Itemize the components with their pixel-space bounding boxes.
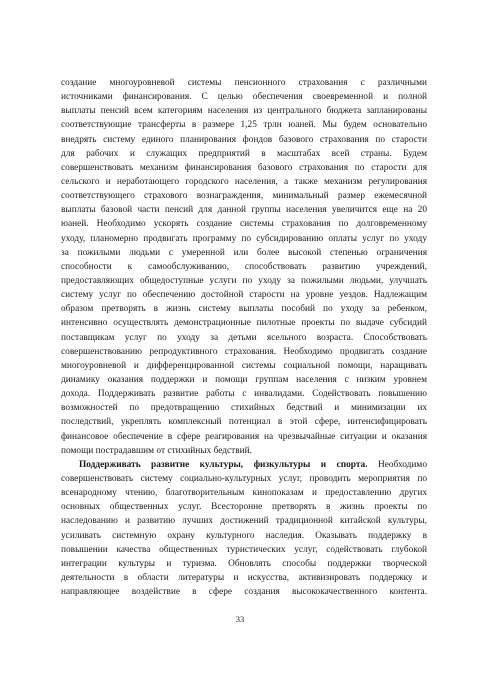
paragraph-heading: Поддерживать развитие культуры, физкультуры и спорта. xyxy=(79,459,368,470)
text-line: деятельности в области литературы и искусства, активизировать поддержку и xyxy=(61,572,427,583)
text-line: сельского и неработающего городского населения, а также механизм регулирования xyxy=(61,176,427,187)
text-line: выплаты базовой части пенсий для данной группы населения увеличится еще на 20 xyxy=(61,205,427,216)
text-line: последствий, укреплять комплексный потенциал в этой сфере, интенсифицировать xyxy=(61,417,427,428)
text-line: соответствующего страхового вознаграждения, минимальный размер ежемесячной xyxy=(61,191,427,202)
paragraph-social-security xyxy=(61,76,427,458)
text-line: повышении качества общественных туристических услуг, содействовать глубокой xyxy=(61,544,427,555)
text-line: совершенствовать систему социально-культурных услуг, проводить мероприятия по xyxy=(61,473,427,484)
text-line: финансовое обеспечение в сфере реагирования на чрезвычайные ситуации и оказания xyxy=(61,431,427,442)
text-line: юаней. Необходимо ускорять создание системы страхования по долговременному xyxy=(61,219,427,230)
text-line: всенародному чтению, благотворительным кинопоказам и предоставлению других xyxy=(61,488,427,499)
text-line: направляющее воздействие в сфере создания высококачественного контента. xyxy=(61,587,427,598)
text-line: усиливать системную охрану культурного наследия. Оказывать поддержку в xyxy=(61,530,427,541)
text-line: выплаты пенсий всем категориям населения из центрального бюджета запланированы xyxy=(61,106,427,117)
text-line: предоставляющих общедоступные услуги по уходу за пожилыми людьми, улучшать xyxy=(61,275,427,286)
paragraph-heading-rest: Необходимо xyxy=(367,459,427,470)
text-line: дохода. Поддерживать развитие работы с инвалидами. Содействовать повышению xyxy=(61,389,427,400)
text-line: систему услуг по обеспечению достойной старости на уровне уездов. Надлежащим xyxy=(61,290,427,301)
text-line: образом претворять в жизнь систему выплаты пособий по уходу за ребенком, xyxy=(61,304,427,315)
text-line: совершенствованию репродуктивного страхования. Необходимо продвигать создание xyxy=(61,346,427,357)
body-text xyxy=(61,76,427,599)
text-line: уходу, планомерно продвигать программу по субсидированию оплаты услуг по уходу xyxy=(61,233,427,244)
text-line: основных общественных услуг. Всесторонне претворять в жизнь проекты по xyxy=(61,502,427,513)
paragraph-culture-sport xyxy=(61,458,427,599)
text-line: для рабочих и служащих предприятий в масштабах всей страны. Будем xyxy=(61,148,427,159)
text-line: совершенствовать механизм финансирования базового страхования по старости для xyxy=(61,162,427,173)
text-line: за пожилыми людьми с умеренной или более высокой степенью ограничения xyxy=(61,247,427,258)
text-line: поставщикам услуг по уходу за детьми ясельного возраста. Способствовать xyxy=(61,332,427,343)
text-line: создание многоуровневой системы пенсионного страхования с различными xyxy=(61,78,427,88)
text-line: помощи пострадавшим от стихийных бедствий. xyxy=(61,445,252,456)
text-line: многоуровневой и дифференцированной системы социальной помощи, наращивать xyxy=(61,360,427,371)
text-line: интенсивно осуществлять демонстрационные пилотные проекты по выдаче субсидий xyxy=(61,318,427,329)
text-line: интеграции культуры и туризма. Обновлять способы поддержки творческой xyxy=(61,558,427,569)
text-line: внедрять систему единого планирования фондов базового страхования по старости xyxy=(61,134,427,145)
text-line: динамику оказания поддержки и помощи группам населения с низким уровнем xyxy=(61,374,427,385)
text-line: возможностей по предотвращению стихийных бедствий и минимизации их xyxy=(61,403,427,414)
paragraph-first-line xyxy=(61,458,427,472)
text-line: способности к самообслуживанию, способствовать развитию учреждений, xyxy=(61,261,427,272)
text-line: соответствующие трансферты в размере 1,25 трлн юаней. Мы будем основательно xyxy=(61,120,427,131)
page-number: 33 xyxy=(235,614,245,624)
text-line: источниками финансирования. С целью обеспечения своевременной и полной xyxy=(61,92,427,103)
text-line: наследованию и развитию лучших достижений традиционной китайской культуры, xyxy=(61,516,427,527)
